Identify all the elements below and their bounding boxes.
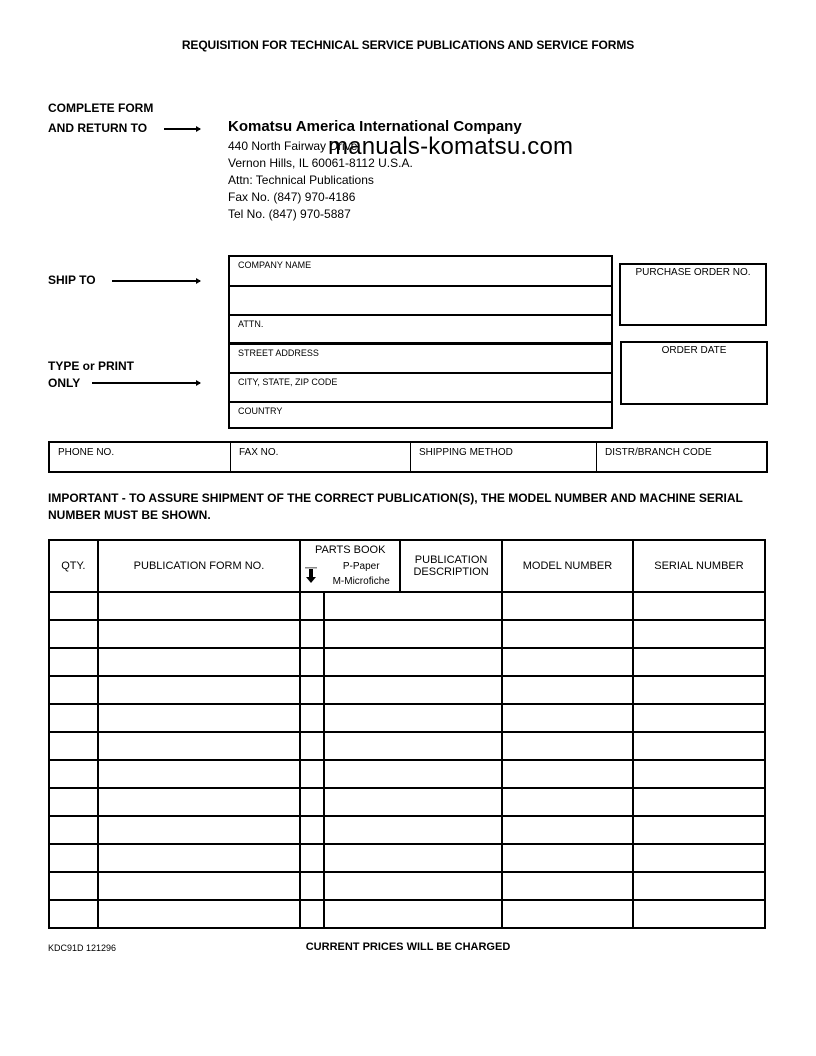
description-header-line2: DESCRIPTION <box>413 566 489 578</box>
form-no-cell[interactable] <box>98 760 300 788</box>
table-row <box>49 844 765 872</box>
prices-note: CURRENT PRICES WILL BE CHARGED <box>305 941 511 953</box>
parts-book-type-cell[interactable] <box>300 900 323 928</box>
model-number-cell[interactable] <box>502 788 633 816</box>
ship-to-box <box>228 255 613 429</box>
shipping-method-field[interactable] <box>411 443 597 471</box>
form-title: REQUISITION FOR TECHNICAL SERVICE PUBLICATIONS AND SERVICE FORMS <box>181 38 635 52</box>
parts-book-type-cell[interactable] <box>300 648 323 676</box>
attn-field[interactable] <box>230 316 611 345</box>
publications-table <box>48 539 766 929</box>
table-row <box>49 872 765 900</box>
description-cell[interactable] <box>324 704 502 732</box>
table-row <box>49 592 765 620</box>
serial-number-cell[interactable] <box>633 816 765 844</box>
model-number-cell[interactable] <box>502 676 633 704</box>
qty-cell[interactable] <box>49 788 98 816</box>
arrow-icon <box>112 280 200 282</box>
serial-number-cell[interactable] <box>633 900 765 928</box>
table-row <box>49 648 765 676</box>
table-row <box>49 760 765 788</box>
parts-book-type-cell[interactable] <box>300 676 323 704</box>
description-cell[interactable] <box>324 872 502 900</box>
serial-number-cell[interactable] <box>633 648 765 676</box>
important-notice: IMPORTANT - TO ASSURE SHIPMENT OF THE CORRECT PUBLICATION(S), THE MODEL NUMBER AND MACHINE SERIAL NUMBER MUST BE SHOWN. <box>48 491 743 522</box>
qty-cell[interactable] <box>49 732 98 760</box>
model-number-cell[interactable] <box>502 648 633 676</box>
field-label: FAX NO. <box>239 447 279 458</box>
parts-book-type-cell[interactable] <box>300 844 323 872</box>
field-label: CITY, STATE, ZIP CODE <box>238 377 338 387</box>
description-cell[interactable] <box>324 788 502 816</box>
form-no-cell[interactable] <box>98 592 300 620</box>
description-cell[interactable] <box>324 900 502 928</box>
form-no-cell[interactable] <box>98 788 300 816</box>
field-label: ATTN. <box>238 319 264 329</box>
model-number-cell[interactable] <box>502 844 633 872</box>
serial-number-cell[interactable] <box>633 788 765 816</box>
serial-number-cell[interactable] <box>633 872 765 900</box>
model-number-cell[interactable] <box>502 732 633 760</box>
address-line: Attn: Technical Publications <box>228 173 374 187</box>
country-field[interactable] <box>230 403 611 429</box>
form-no-cell[interactable] <box>98 732 300 760</box>
paper-option-label: P-Paper <box>342 561 380 572</box>
serial-number-cell[interactable] <box>633 844 765 872</box>
description-cell[interactable] <box>324 648 502 676</box>
fax-line: Fax No. (847) 970-4186 <box>228 190 356 204</box>
field-label: COUNTRY <box>238 406 283 416</box>
order-date-field[interactable] <box>620 341 768 405</box>
arrow-icon <box>92 382 200 384</box>
serial-number-cell[interactable] <box>633 760 765 788</box>
field-label: COMPANY NAME <box>238 260 312 270</box>
serial-number-cell[interactable] <box>633 704 765 732</box>
description-cell[interactable] <box>324 676 502 704</box>
description-header <box>400 540 502 592</box>
arrow-icon <box>164 128 200 130</box>
qty-cell[interactable] <box>49 592 98 620</box>
parts-book-type-cell[interactable] <box>300 816 323 844</box>
street-address-field[interactable] <box>230 345 611 374</box>
phone-field[interactable] <box>50 443 231 471</box>
return-to-label: AND RETURN TO <box>48 121 148 135</box>
form-no-cell[interactable] <box>98 816 300 844</box>
field-label: SHIPPING METHOD <box>419 447 513 458</box>
contact-row <box>48 441 768 473</box>
model-number-header: MODEL NUMBER <box>502 540 633 592</box>
parts-book-type-cell[interactable] <box>300 872 323 900</box>
field-label: STREET ADDRESS <box>238 348 319 358</box>
description-cell[interactable] <box>324 732 502 760</box>
table-row <box>49 732 765 760</box>
address-line: 440 North Fairway Drive <box>228 139 358 153</box>
description-cell[interactable] <box>324 592 502 620</box>
parts-book-title: PARTS BOOK <box>314 544 386 556</box>
parts-book-type-cell[interactable] <box>300 704 323 732</box>
serial-number-cell[interactable] <box>633 592 765 620</box>
table-row <box>49 788 765 816</box>
form-no-header: PUBLICATION FORM NO. <box>98 540 300 592</box>
watermark: manuals-komatsu.com <box>328 133 574 160</box>
form-no-cell[interactable] <box>98 648 300 676</box>
publications-table-body <box>49 592 765 928</box>
parts-book-type-cell[interactable] <box>300 788 323 816</box>
qty-cell[interactable] <box>49 620 98 648</box>
order-date-label: ORDER DATE <box>661 345 727 356</box>
table-row <box>49 620 765 648</box>
qty-cell[interactable] <box>49 900 98 928</box>
field-label: PHONE NO. <box>58 447 115 458</box>
model-number-cell[interactable] <box>502 592 633 620</box>
form-no-cell[interactable] <box>98 844 300 872</box>
type-or-print-label: TYPE or PRINT <box>48 359 135 373</box>
company-name-line2-field[interactable] <box>230 287 611 316</box>
description-cell[interactable] <box>324 620 502 648</box>
purchase-order-field[interactable] <box>619 263 767 326</box>
only-label: ONLY <box>48 376 81 390</box>
parts-book-header <box>300 540 400 592</box>
parts-book-type-cell[interactable] <box>300 760 323 788</box>
model-number-cell[interactable] <box>502 704 633 732</box>
model-number-cell[interactable] <box>502 620 633 648</box>
form-no-cell[interactable] <box>98 620 300 648</box>
arrow-down-icon <box>305 567 317 583</box>
parts-book-type-cell[interactable] <box>300 620 323 648</box>
qty-cell[interactable] <box>49 844 98 872</box>
address-line: Vernon Hills, IL 60061-8112 U.S.A. <box>228 156 413 170</box>
qty-cell[interactable] <box>49 816 98 844</box>
qty-cell[interactable] <box>49 676 98 704</box>
purchase-order-label: PURCHASE ORDER NO. <box>635 267 751 278</box>
table-row <box>49 900 765 928</box>
parts-book-type-cell[interactable] <box>300 732 323 760</box>
qty-cell[interactable] <box>49 648 98 676</box>
microfiche-option-label: M-Microfiche <box>332 576 390 587</box>
parts-book-type-cell[interactable] <box>300 592 323 620</box>
qty-header: QTY. <box>49 540 98 592</box>
description-cell[interactable] <box>324 816 502 844</box>
complete-form-label: COMPLETE FORM <box>48 101 154 115</box>
qty-cell[interactable] <box>49 872 98 900</box>
description-header-line1: PUBLICATION <box>414 554 488 566</box>
serial-number-cell[interactable] <box>633 620 765 648</box>
model-number-cell[interactable] <box>502 760 633 788</box>
form-no-cell[interactable] <box>98 704 300 732</box>
form-no-cell[interactable] <box>98 900 300 928</box>
form-no-cell[interactable] <box>98 872 300 900</box>
form-code: KDC91D 121296 <box>48 943 117 953</box>
description-cell[interactable] <box>324 844 502 872</box>
ship-to-label: SHIP TO <box>48 273 96 287</box>
qty-cell[interactable] <box>49 760 98 788</box>
table-row <box>49 816 765 844</box>
tel-line: Tel No. (847) 970-5887 <box>228 207 351 221</box>
serial-number-cell[interactable] <box>633 732 765 760</box>
table-row <box>49 676 765 704</box>
company-name-field[interactable] <box>230 257 611 287</box>
form-no-cell[interactable] <box>98 676 300 704</box>
table-row <box>49 704 765 732</box>
model-number-cell[interactable] <box>502 872 633 900</box>
company-name: Komatsu America International Company <box>228 118 522 135</box>
field-label: DISTR/BRANCH CODE <box>605 447 712 458</box>
serial-number-cell[interactable] <box>633 676 765 704</box>
serial-number-header: SERIAL NUMBER <box>633 540 765 592</box>
fax-field[interactable] <box>231 443 411 471</box>
model-number-cell[interactable] <box>502 816 633 844</box>
qty-cell[interactable] <box>49 704 98 732</box>
description-cell[interactable] <box>324 760 502 788</box>
city-state-zip-field[interactable] <box>230 374 611 403</box>
distr-branch-code-field[interactable] <box>597 443 766 471</box>
model-number-cell[interactable] <box>502 900 633 928</box>
